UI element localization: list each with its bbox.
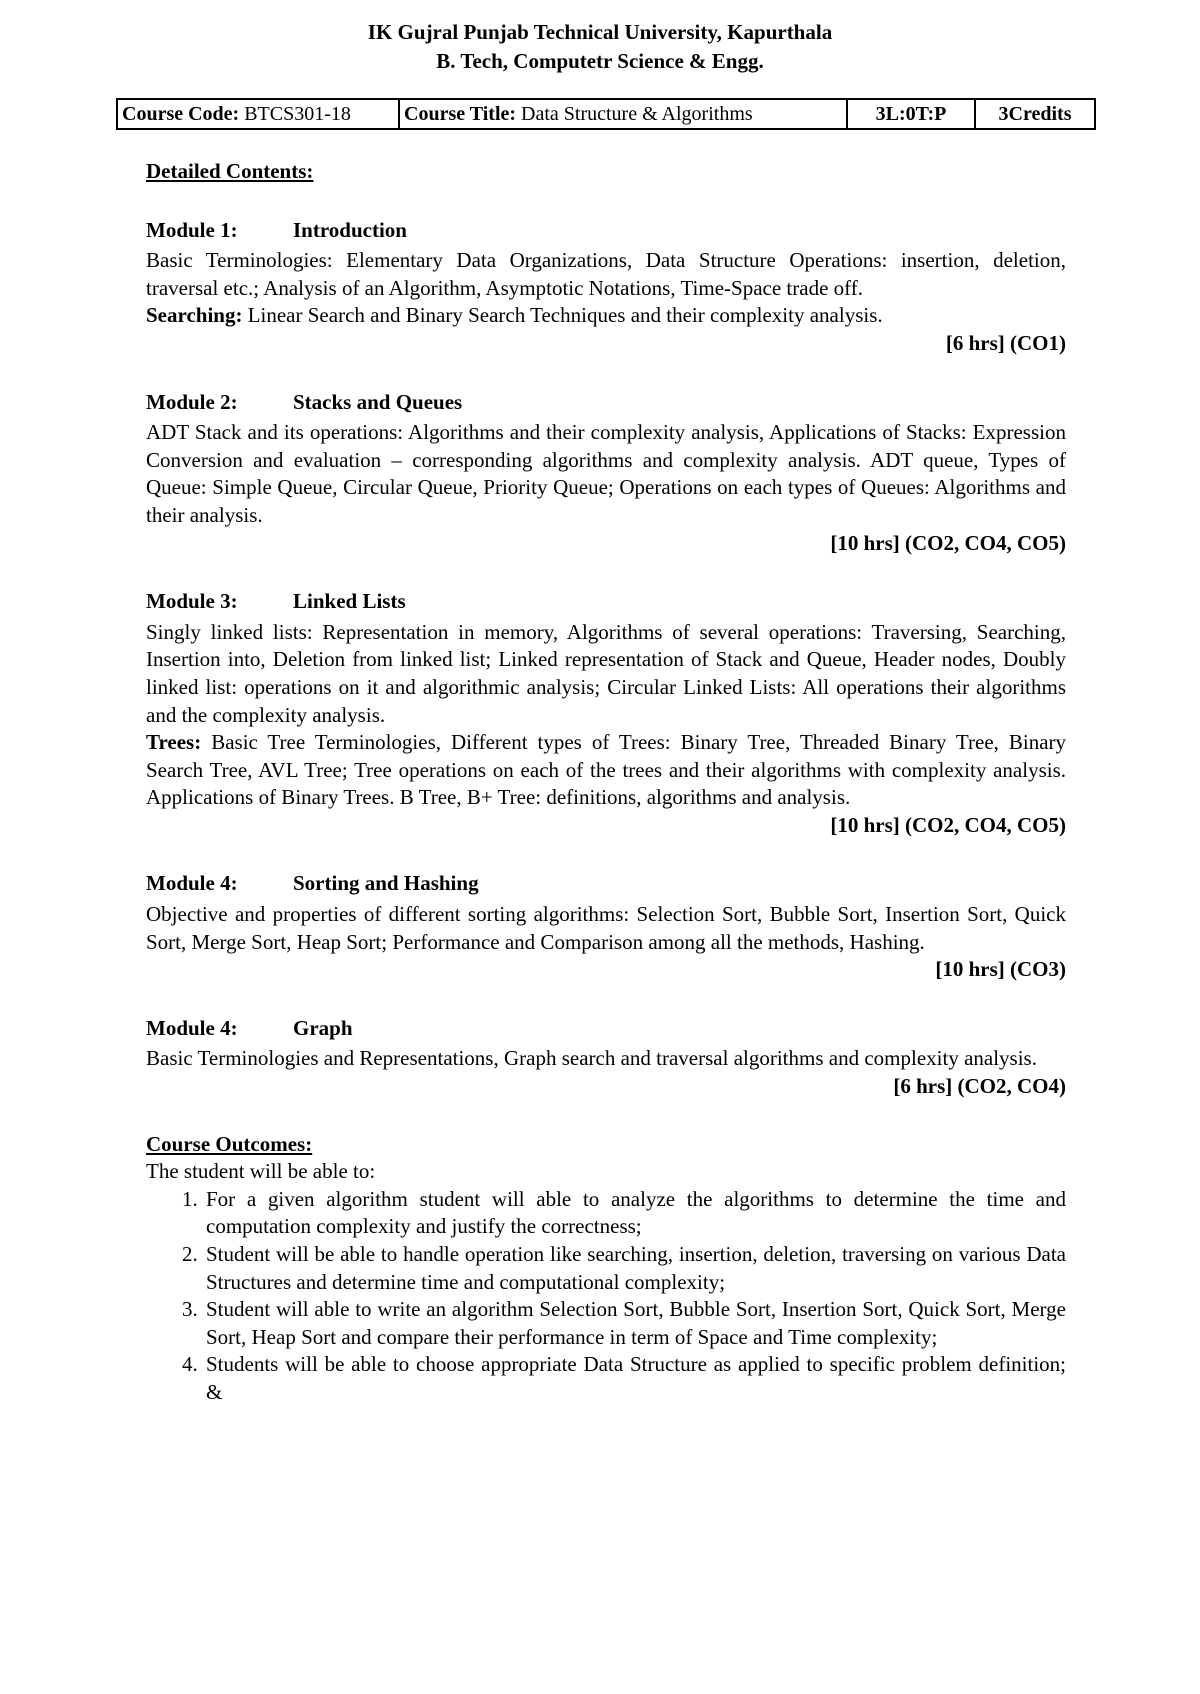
- module-heading: [146, 1015, 1066, 1043]
- module-subsection: [146, 729, 1066, 812]
- subsection-label: Searching:: [146, 303, 243, 328]
- document-header: [0, 18, 1200, 76]
- course-ltp: 3L:0T:P: [847, 99, 975, 129]
- module-title: Graph: [293, 1015, 353, 1040]
- course-code-cell: [117, 99, 399, 129]
- module-description: Basic Terminologies: Elementary Data Organizations, Data Structure Operations: insertion, deletion, traversal etc.; Analysis of an Algorithm, Asymptotic Notations, Time-Space trade off.: [146, 248, 1066, 300]
- course-title: Data Structure & Algorithms: [521, 103, 753, 125]
- course-info-row: [117, 99, 1095, 129]
- module-5: [146, 1015, 1066, 1101]
- module-description: Basic Terminologies and Representations, Graph search and traversal algorithms and complexity analysis.: [146, 1046, 1037, 1071]
- course-title-cell: [399, 99, 847, 129]
- module-heading: [146, 217, 1066, 245]
- list-item: 4. Students will be able to choose appropriate Data Structure as applied to specific problem definition; &: [203, 1351, 1066, 1406]
- module-label: Module 4:: [146, 871, 238, 896]
- module-title: Sorting and Hashing: [293, 871, 479, 896]
- module-subsection: [146, 302, 1066, 330]
- module-hours: [10 hrs] (CO2, CO4, CO5): [830, 812, 1066, 837]
- module-hours: [10 hrs] (CO3): [935, 957, 1066, 982]
- module-2: [146, 389, 1066, 558]
- program-name: B. Tech, Computetr Science & Engg.: [436, 49, 764, 73]
- course-outcomes: [146, 1131, 1066, 1407]
- module-heading: [146, 389, 1066, 417]
- module-1: [146, 217, 1066, 358]
- course-outcomes-heading: Course Outcomes:: [146, 1131, 313, 1156]
- course-credits: 3Credits: [975, 99, 1095, 129]
- list-item: 2. Student will be able to handle operation like searching, insertion, deletion, traversing on various Data Structures and determine time and computational complexity;: [203, 1241, 1066, 1296]
- module-hours: [10 hrs] (CO2, CO4, CO5): [830, 530, 1066, 555]
- main-content: [146, 158, 1066, 1407]
- module-description: ADT Stack and its operations: Algorithms and their complexity analysis, Applications of Stacks: Expression Conversion and evaluation – corresponding algorithms and complexity analysis. ADT queue, Types of Queue: Simple Queue, Circular Queue, Priority Queue; Operations on each types of Queues: Algorithms and their analysis.: [146, 420, 1066, 527]
- course-title-label: Course Title:: [404, 103, 517, 125]
- course-outcomes-intro: The student will be able to:: [146, 1159, 376, 1184]
- module-label: Module 4:: [146, 1015, 238, 1040]
- module-description: Singly linked lists: Representation in memory, Algorithms of several operations: Traversing, Searching, Insertion into, Deletion from linked list; Linked representation of Stack and Queue, Header nodes, Doubly linked list: operations on it and algorithmic analysis; Circular Linked Lists: All operations their algorithms and the complexity analysis.: [146, 619, 1066, 727]
- outcomes-list: [146, 1186, 1066, 1407]
- course-code: BTCS301-18: [244, 103, 351, 125]
- university-name: IK Gujral Punjab Technical University, Kapurthala: [367, 20, 833, 44]
- module-label: Module 1:: [146, 217, 238, 242]
- subsection-label: Trees:: [146, 730, 202, 755]
- module-title: Linked Lists: [293, 589, 406, 614]
- module-title: Introduction: [293, 217, 407, 242]
- module-label: Module 2:: [146, 389, 238, 414]
- module-description: Objective and properties of different sorting algorithms: Selection Sort, Bubble Sort, Insertion Sort, Quick Sort, Merge Sort, Heap Sort; Performance and Comparison among all the methods, Hashing.: [146, 902, 1066, 954]
- module-title: Stacks and Queues: [293, 389, 463, 414]
- course-code-label: Course Code:: [122, 103, 240, 125]
- module-hours: [6 hrs] (CO1): [945, 330, 1066, 355]
- subsection-text: Linear Search and Binary Search Techniques and their complexity analysis.: [247, 303, 883, 328]
- module-heading: [146, 588, 1066, 616]
- module-4: [146, 870, 1066, 983]
- module-label: Module 3:: [146, 589, 238, 614]
- detailed-contents-heading: Detailed Contents:: [146, 159, 314, 183]
- subsection-text: Basic Tree Terminologies, Different types of Trees: Binary Tree, Threaded Binary Tree, Binary Search Tree, AVL Tree; Tree operations on each of the trees and their algorithms with complexity analysis. Applications of Binary Trees. B Tree, B+ Tree: definitions, algorithms and analysis.: [146, 730, 1067, 810]
- list-item: 3. Student will able to write an algorithm Selection Sort, Bubble Sort, Insertion Sort, Quick Sort, Merge Sort, Heap Sort and compare their performance in term of Space and Time complexity;: [203, 1296, 1066, 1351]
- module-hours: [6 hrs] (CO2, CO4): [893, 1074, 1066, 1099]
- module-heading: [146, 870, 1066, 898]
- course-info-table: [116, 98, 1096, 130]
- module-3: [146, 588, 1066, 839]
- list-item: 1. For a given algorithm student will able to analyze the algorithms to determine the time and computation complexity and justify the correctness;: [203, 1186, 1066, 1241]
